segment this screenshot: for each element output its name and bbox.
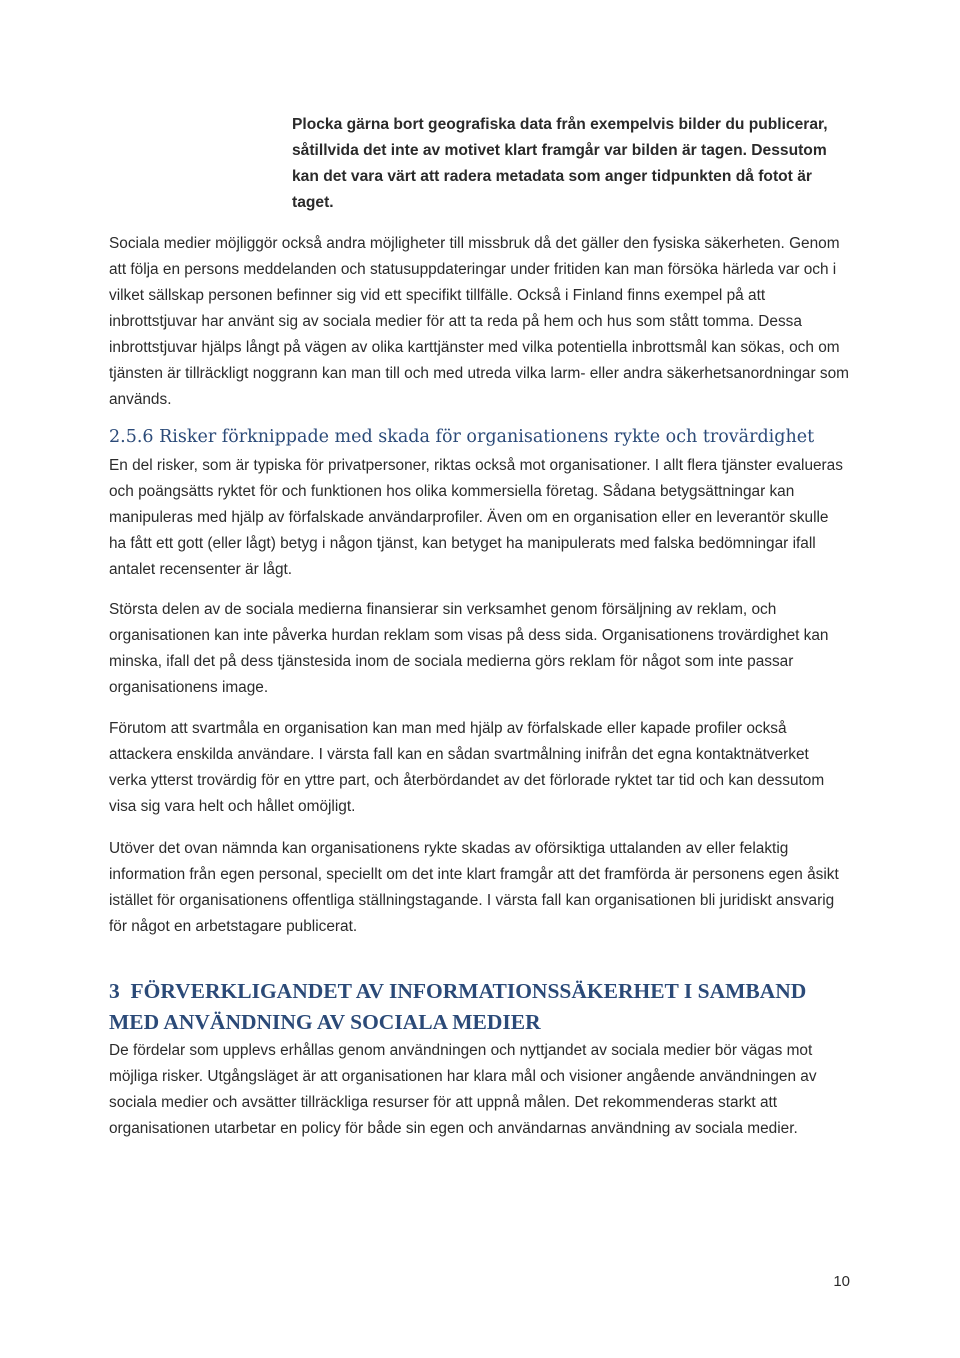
paragraph-reputation-ratings: En del risker, som är typiska för privatpersoner, riktas också mot organisationer. I allt flera tjänster evalueras och poängsätts ryktet för och funktionen hos olika kommersiella företag. Sådana betygsättningar kan manipuleras med hjälp av förfalskade användarprofiler. Även om en organisation eller en leverantör skulle ha fått ett gott (eller lågt) betyg i någon tjänst, kan betyget ha manipulerats med falska bedömningar ifall antalet recensenter är lågt. bbox=[109, 457, 843, 578]
section-title: FÖRVERKLIGANDET AV INFORMATIONSSÄKERHET I SAMBAND MED ANVÄNDNING AV SOCIALA MEDIER bbox=[109, 979, 807, 1034]
paragraph-staff-statements: Utöver det ovan nämnda kan organisationens rykte skadas av oförsiktiga uttalanden av eller felaktig information från egen personal, speciellt om det inte klart framgår att det framförda är personens egen åsikt istället för organisationens offentliga ställningstagande. I värsta fall kan organisationen bli juridiskt ansvarig för något en arbetstagare publicerat. bbox=[109, 840, 839, 935]
callout-tip: Plocka gärna bort geografiska data från exempelvis bilder du publicerar, såtillvida det inte av motivet klart framgår var bilden är tagen. Dessutom kan det vara värt att radera metadata som anger tidpunkten då fotot är taget. bbox=[292, 116, 828, 211]
paragraph-physical-security: Sociala medier möjliggör också andra möjligheter till missbruk då det gäller den fysiska säkerheten. Genom att följa en persons meddelanden och statusuppdateringar under fritiden kan man försöka härleda var och i vilket sällskap personen befinner sig vid ett specifikt tillfälle. Också i Finland finns exempel på att inbrottstjuvar har använt sig av sociala medier för att ta reda på hem och hus som stått tomma. Dessa inbrottstjuvar hjälps långt på vägen av olika karttjänster med vilka potentiella inbrottsmål kan sökas, och om tjänsten är tillräckligt noggrann kan man till och med utreda vilka larm- eller andra säkerhetsanordningar som används. bbox=[109, 235, 849, 408]
section-title: Risker förknippade med skada för organisationens rykte och trovärdighet bbox=[159, 427, 815, 447]
section-number: 3 bbox=[109, 979, 120, 1003]
page-number: 10 bbox=[833, 1273, 850, 1290]
paragraph-fake-profiles: Förutom att svartmåla en organisation kan man med hjälp av förfalskade eller kapade profiler också attackera enskilda användare. I värsta fall kan en sådan svartmålning inifrån det egna kontaktnätverket verka ytterst trovärdig för en yttre part, och återbördandet av det förlorade ryktet tar tid och kan dessutom visa sig vara helt och hållet omöjligt. bbox=[109, 720, 825, 815]
section-heading-3 bbox=[109, 976, 849, 1038]
paragraph-policy: De fördelar som upplevs erhållas genom användningen och nyttjandet av sociala medier bör vägas mot möjliga risker. Utgångsläget är att organisationen har klara mål och visioner angående användningen av sociala medier och avsätter tillräckliga resurser för att uppnå målen. Det rekommenderas starkt att organisationen utarbetar en policy för både sin egen och användarnas användning av sociala medier. bbox=[109, 1042, 817, 1137]
section-heading-2-5-6 bbox=[109, 424, 849, 450]
section-number: 2.5.6 bbox=[109, 427, 154, 447]
paragraph-advertising: Största delen av de sociala medierna finansierar sin verksamhet genom försäljning av reklam, och organisationen kan inte påverka hurdan reklam som visas på dess sida. Organisationens trovärdighet kan minska, ifall det på dess tjänstesida inom de sociala medierna görs reklam för något som inte passar organisationens image. bbox=[109, 601, 829, 696]
